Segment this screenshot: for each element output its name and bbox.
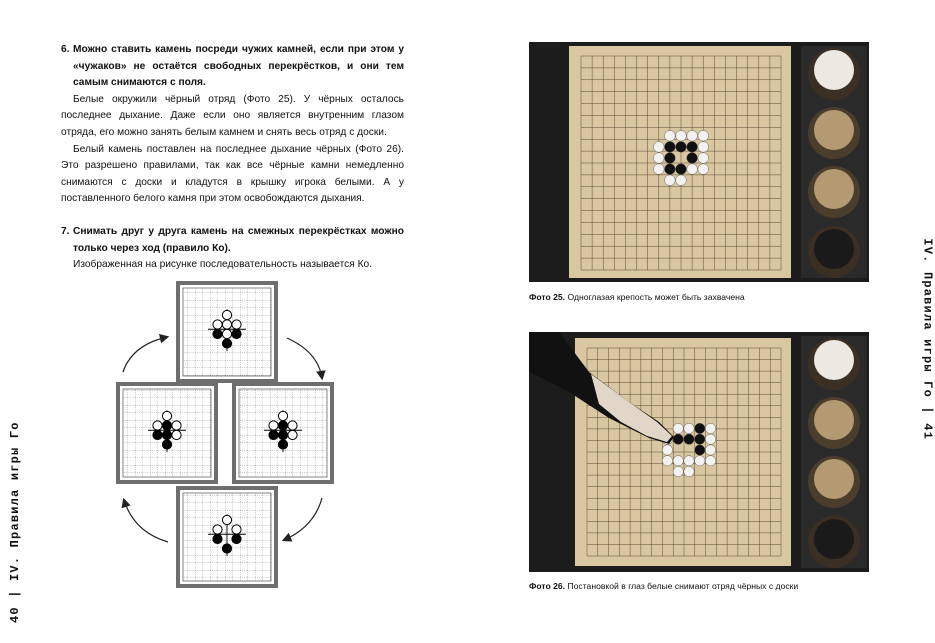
ko-arrow-right-bottom bbox=[284, 498, 322, 540]
white-stones-bowl bbox=[814, 340, 854, 380]
black-stones-bowl bbox=[814, 519, 854, 559]
white-stone bbox=[684, 466, 694, 476]
white-stone bbox=[662, 445, 672, 455]
white-stone bbox=[705, 456, 715, 466]
white-stone bbox=[673, 456, 683, 466]
white-stone bbox=[676, 175, 687, 186]
rule-7-para-1: Изображенная на рисунке последовательность называется Ко. bbox=[73, 259, 373, 271]
ko-arrow-bottom-left bbox=[124, 500, 168, 542]
white-stone bbox=[662, 456, 672, 466]
rule-6-para-1: Белые окружили чёрный отряд (Фото 25). У чёрных осталось последнее дыхание. Даже если оно является внутренним глазом отряда, его можно занять белым камнем и снять весь отряд с доски. bbox=[61, 93, 404, 138]
photo-26-caption bbox=[529, 581, 798, 591]
lid bbox=[814, 169, 854, 209]
lid bbox=[814, 400, 854, 440]
white-stone bbox=[698, 130, 709, 141]
black-stone bbox=[222, 339, 231, 348]
black-stone bbox=[665, 153, 676, 164]
white-stone bbox=[698, 153, 709, 164]
black-stone bbox=[278, 430, 287, 439]
white-stone bbox=[222, 515, 231, 524]
white-stone bbox=[278, 411, 287, 420]
white-stone bbox=[653, 153, 664, 164]
black-stone bbox=[213, 329, 222, 338]
right-running-head: IV. Правила игры Го | 41 bbox=[921, 238, 935, 440]
white-stone bbox=[665, 175, 676, 186]
ko-diagram bbox=[0, 0, 466, 643]
black-stone bbox=[232, 329, 241, 338]
white-stone bbox=[222, 329, 231, 338]
photo-26-label: Фото 26. bbox=[529, 581, 566, 591]
black-stone bbox=[278, 421, 287, 430]
black-stone bbox=[269, 430, 278, 439]
rule-7-heading: Снимать друг у друга камень на смежных перекрёстках можно только через ход (правило Ко). bbox=[73, 226, 404, 254]
white-stone bbox=[653, 164, 664, 175]
white-stone bbox=[705, 445, 715, 455]
photo-25-text: Одноглазая крепость может быть захвачена bbox=[567, 292, 745, 302]
white-stone bbox=[288, 421, 297, 430]
black-stone bbox=[695, 445, 705, 455]
black-stone bbox=[665, 142, 676, 153]
rule-6-number: 6. bbox=[61, 44, 70, 55]
white-stone bbox=[698, 164, 709, 175]
black-stone bbox=[153, 430, 162, 439]
black-stones-bowl bbox=[814, 229, 854, 269]
black-stone bbox=[162, 430, 171, 439]
white-stone bbox=[269, 421, 278, 430]
black-stone bbox=[676, 164, 687, 175]
white-stone bbox=[232, 525, 241, 534]
white-stone bbox=[695, 456, 705, 466]
white-stone bbox=[687, 130, 698, 141]
ko-board-1 bbox=[178, 283, 276, 381]
left-running-head-text: IV. Правила игры Го bbox=[8, 421, 22, 581]
black-stone bbox=[695, 423, 705, 433]
white-stone bbox=[705, 423, 715, 433]
ko-board-3 bbox=[234, 384, 332, 482]
photo-25-label: Фото 25. bbox=[529, 292, 566, 302]
white-stone bbox=[698, 142, 709, 153]
go-board bbox=[569, 46, 791, 278]
black-stone bbox=[278, 440, 287, 449]
white-stone bbox=[222, 310, 231, 319]
black-stone bbox=[687, 153, 698, 164]
photo-25-caption bbox=[529, 292, 745, 302]
ko-arrow-top-right bbox=[287, 338, 322, 378]
black-stone bbox=[232, 534, 241, 543]
white-stone bbox=[232, 320, 241, 329]
black-stone bbox=[687, 142, 698, 153]
white-stone bbox=[665, 130, 676, 141]
white-stone bbox=[222, 320, 231, 329]
white-stone bbox=[213, 525, 222, 534]
photo-26 bbox=[529, 332, 869, 572]
white-stone bbox=[673, 423, 683, 433]
rule-6-para-2: Белый камень поставлен на последнее дыхание чёрных (Фото 26). Это разрешено правилами, так как все чёрные камни немедленно снимаются с доски и кладутся в крышку игрока белыми. А у поставленного белого камня при этом освобождаются дыхания. bbox=[61, 143, 404, 205]
ko-arrow-left-top bbox=[123, 337, 167, 372]
black-stone bbox=[676, 142, 687, 153]
white-stone bbox=[162, 411, 171, 420]
white-stone bbox=[705, 434, 715, 444]
right-page bbox=[467, 0, 933, 643]
white-stone bbox=[684, 456, 694, 466]
white-stone bbox=[653, 142, 664, 153]
lid bbox=[814, 459, 854, 499]
black-stone bbox=[665, 164, 676, 175]
ko-board-4 bbox=[178, 488, 276, 586]
black-stone bbox=[222, 544, 231, 553]
right-running-head-text: IV. Правила игры Го bbox=[921, 238, 935, 398]
black-stone bbox=[684, 434, 694, 444]
white-stone bbox=[172, 430, 181, 439]
rule-7-number: 7. bbox=[61, 226, 70, 237]
black-stone bbox=[213, 534, 222, 543]
white-stone bbox=[288, 430, 297, 439]
ko-board-2 bbox=[118, 384, 216, 482]
white-stone bbox=[684, 423, 694, 433]
photo-26-text: Постановкой в глаз белые снимают отряд чёрных с доски bbox=[567, 581, 799, 591]
lid bbox=[814, 110, 854, 150]
left-page bbox=[0, 0, 466, 643]
white-stone bbox=[673, 466, 683, 476]
black-stone bbox=[695, 434, 705, 444]
black-stone bbox=[162, 440, 171, 449]
white-stone bbox=[172, 421, 181, 430]
rule-6-heading: Можно ставить камень посреди чужих камней, если при этом у «чужаков» не остаётся свободных перекрёстков, и они тем самым снимаются с поля. bbox=[73, 44, 404, 89]
photo-25 bbox=[529, 42, 869, 282]
white-stone bbox=[687, 164, 698, 175]
white-stone bbox=[676, 130, 687, 141]
right-page-number: 41 bbox=[921, 423, 935, 440]
white-stone bbox=[153, 421, 162, 430]
black-stone bbox=[162, 421, 171, 430]
white-stone bbox=[213, 320, 222, 329]
left-page-number: 40 bbox=[8, 606, 22, 623]
white-stones-bowl bbox=[814, 50, 854, 90]
left-running-head: 40 | IV. Правила игры Го bbox=[8, 421, 22, 623]
black-stone bbox=[673, 434, 683, 444]
